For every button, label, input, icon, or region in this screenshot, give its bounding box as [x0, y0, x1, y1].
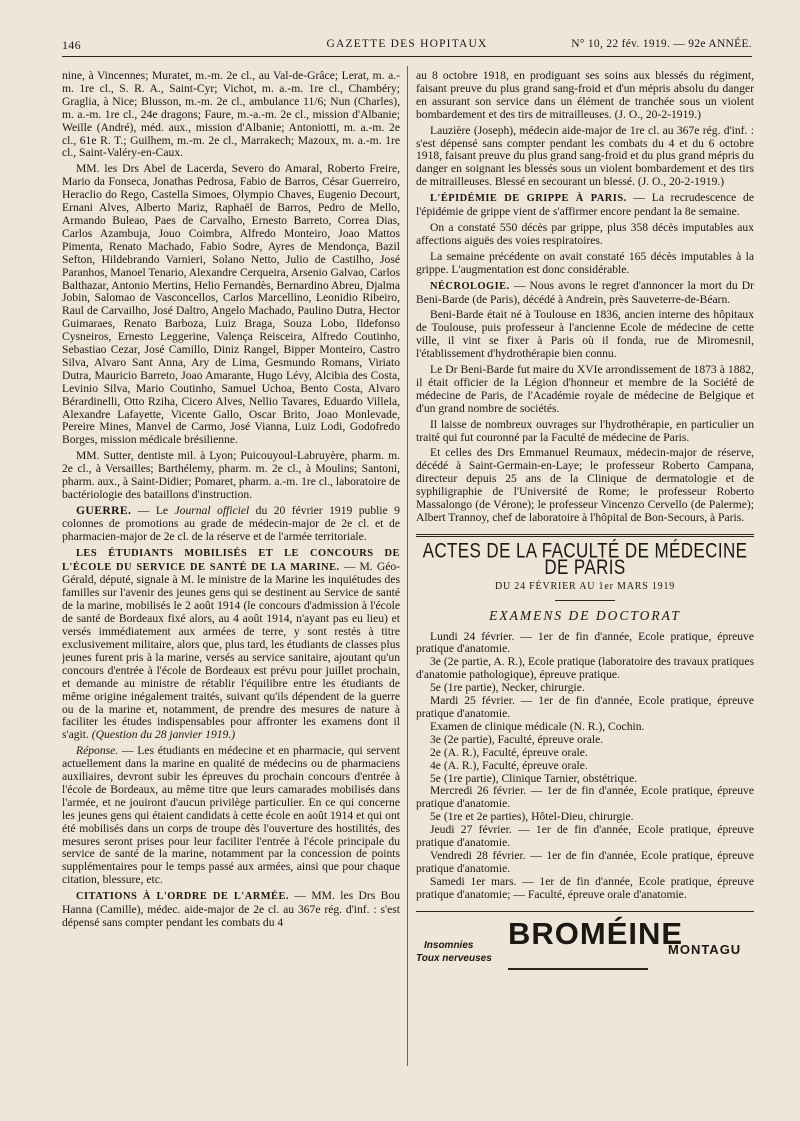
reponse-paragraph — [62, 745, 400, 887]
journal-ref: Journal officiel — [174, 503, 250, 517]
paragraph: MM. les Drs Abel de Lacerda, Severo do Amaral, Roberto Freire, Mario da Fonseca, Jonathas Pedrosa, Fabio de Barros, César Guerreiro, Heraclio do Rego, Castella Simoes, Olympio Chaves, Eugenio Decourt, Ernani Alves, Alberto Mariz, Raphaël de Barros, Pedro de Mello, Armando Buleao, Paes de Carvalho, Ernesto Barreto, Correa Dias, Carlos Azambuja, Jouo Coimbra, Alfredo Monteiro, Joao Mattos Pimenta, Renato Machado, Fabio Sodre, Ayres de Mendonça, Bazil Sefton, Hildebrando Varnieri, Solano Netto, Julio de Castilho, José Paranhos, Manoel Tenario, Alexandre Cerqueira, Arsenio Galvao, Carlos Balthazar, Antonio Mertins, Helio Fernandès, Bernardino Abreu, Djalma Jobin, Salomao de Vasconcellos, Carlos Marcellino, Leonidio Ribeiro, Raul de Carvailho, José Daltro, Angelo Machado, Paulino Dutra, Hector Guimaraes, Renato Barboza, Luiz Braga, Souza Lobo, Ildefonso Cysneiros, Ernesto Leggerine, Valença Reisceira, Alfredo Coutinho, Sebastiao Cezar, José Camillo, Diniz Rangel, Bipper Monteiro, Castro Silva, Alvaro Sant Anna, Ary de Lima, Gesmundo Romans, Viriato Dutra, Mauricio Barreto, Joao Amarante, Hugo Lévy, Alcibia des Costa, Levinio Silva, Mario Coutinho, Samuel Uchoa, Bento Costa, Alvaro Bérardinelli, Otto Rziha, Cicero Alves, Nellio Tavares, Eduardo Villela, Alexandre Lafayette, Vicente Gallo, Oscar Brito, Joao Monlevade, Pereire Mines, Manvel de Carmo, José Vianna, Luiz Lodi, Godofredo Borges, mission médicale brésilienne. — [62, 162, 400, 447]
exam-list — [416, 631, 754, 902]
exam-entry: 3e (2e partie), Faculté, épreuve orale. — [430, 732, 604, 746]
paragraph: MM. Sutter, dentiste mil. à Lyon; Puicouyoul-Labruyère, pharm. m. 2e cl., à Versailles; Barthélemy, pharm. m. 2e cl., à Moulins; Santoni, pharm. aux., à Saint-Didier; Pomaret, pharm. a.-m. 1re cl., laboratoire de bactériologie des bataillons d'instruction. — [62, 449, 400, 501]
exam-entry: Mardi 25 février. — 1er de fin d'année, Ecole pratique, épreuve pratique d'anatomie. — [416, 694, 754, 720]
exam-entry: Examen de clinique médicale (N. R.), Cochin. — [430, 719, 645, 733]
paragraph: nine, à Vincennes; Muratet, m.-m. 2e cl., au Val-de-Grâce; Lerat, m. a.-m. 1re cl., S. R. A., Saint-Cyr; Vichot, m. a.-m. 1re cl., Chambéry; Graglia, à Nice; Blusson, m.-m. 2e cl., ambulance 11/6; Nun (Charles), m. a.-m. 1re cl., 24e dragons; Faure, m.-a.-m. 2e cl., mission d'Albanie; Weille (André), méd. aux., mission d'Albanie; Antoniotti, m. a.-m. 2e cl., 61e R. T.; Guilhem, m.-m. 2e cl., Marrakech; Mazoux, m. a.-m. 1re cl., Saint-Valéry-en-Caux. — [62, 70, 400, 160]
exam-entry: 5e (1re partie), Necker, chirurgie. — [430, 681, 585, 695]
guerre-article — [62, 505, 400, 544]
grippe-article — [416, 192, 754, 219]
ad-rule — [416, 911, 754, 912]
paragraph: au 8 octobre 1918, en prodiguant ses soins aux blessés du régiment, faisant preuve du plus grand sang-froid et d'un mépris absolu du danger en assurant son service dans un élément de tranchée sous un violent bombardement et des tirs de mitrailleuses. (J. O., 20-2-1919.) — [416, 70, 754, 121]
paragraph: Et celles des Drs Emmanuel Reumaux, médecin-major de réserve, décédé à Saint-Germain-en-Laye; le professeur Roberto Campana, directeur depuis 25 ans de la Clinique de dermatologie et de syphiligraphie de l'Université de Rome; le professeur Roberto Massalongo (de Vérone); le professeur Vincenzo Cervello (de Palerme); Albert Trannoy, chef de laboratoire à l'hôpital de Bon-Secours, à Paris. — [416, 446, 754, 524]
section-heading: NÉCROLOGIE. — [430, 280, 510, 292]
paragraph: La semaine précédente on avait constaté 165 décès imputables à la grippe. L'augmentation est donc considérable. — [416, 249, 754, 276]
advertisement — [416, 915, 754, 984]
exam-entry: 2e (A. R.), Faculté, épreuve orale. — [430, 745, 588, 759]
paragraph: Il laisse de nombreux ouvrages sur l'hydrothérapie, en particulier un traité qui fut couronné par la Faculté de médecine de Paris. — [416, 417, 754, 444]
column-divider — [407, 66, 408, 1066]
text: — Nous avons le regret d'annoncer la mort du Dr Beni-Barde (de Paris), décédé à Andrein, près Sauveterre-de-Béarn. — [416, 278, 754, 306]
exam-entry: Mercredi 26 février. — 1er de fin d'année, Ecole pratique, épreuve pratique d'anatomie. — [416, 784, 754, 811]
section-heading: CITATIONS À L'ORDRE DE L'ARMÉE. — [76, 891, 289, 903]
exam-entry: Vendredi 28 février. — 1er de fin d'année, Ecole pratique, épreuve pratique d'anatomie. — [416, 848, 754, 875]
exam-entry: Samedi 1er mars. — 1er de fin d'année, Ecole pratique, épreuve pratique d'anatomie; — Faculté, épreuve orale d'anatomie. — [416, 874, 754, 901]
right-column — [416, 70, 754, 1080]
journal-title: GAZETTE DES HOPITAUX — [326, 38, 488, 50]
text: — M. Géo-Gérald, député, signale à M. le ministre de la Marine les inquiétudes des familles sur l'avenir des jeunes gens qui se destinent au Service de santé de la marine, mobilisés le 2 août 1914 (le concours d'admission à l'école de santé de Bordeaux fixé alors, au 4 août 1914, n'ayant pas eu lieu) et versés immédiatement aux armées de terre, y sont restés à titre exclusivement militaire, alors que, plus tard, les étudiants de classes plus jeunes furent pris à la marine, versés au service sanitaire, ajoutant qu'un concours d'entrée à l'école de Bordeaux est prévu pour juillet prochain, et demande au ministre de rétablir l'équilibre entre les étudiants de même origine inégalement traités, suivant qu'ils dépendent de la guerre ou de la marine et, notamment, de prendre des mesures de nature à faciliter les études indispensables pour affronter les examens dont il s'agit. — [62, 559, 400, 742]
text: — Les étudiants en médecine et en pharmacie, qui servent actuellement dans la marine en qualité de médecins ou de pharmaciens auxiliaires, devront subir les épreuves du prochain concours d'entrée à l'école de Bordeaux, au même titre que leurs camarades mobilisés dans l'armée, et ne jouiront d'aucun privilège particulier. En ce qui concerne les jeunes gens qui étaient candidats à cette école en août 1914 et qui ont été mobilisés dans un corps de troupe dès l'ouverture des hostilités, des mesures seront prises pour leur faciliter l'entrée à l'école principale du service de santé de la marine, notamment par la concession de points supplémentaires pour le temps passé aux armées, ainsi que pour chaque citation, blessure, etc. — [62, 744, 400, 887]
paragraph: Le Dr Beni-Barde fut maire du XVIe arrondissement de 1873 à 1882, il était officier de la Légion d'honneur et membre de la Société de médecine de Paris, de l'Académie royale de médecine de Belgique et d'un grand nombre de sociétés. — [416, 363, 754, 415]
section-heading: LES ÉTUDIANTS MOBILISÉS ET LE CONCOURS DE L'ÉCOLE DU SERVICE DE SANTÉ DE LA MARINE. — [62, 547, 400, 573]
page-header — [62, 34, 752, 56]
exam-title: EXAMENS DE DOCTORAT — [489, 607, 681, 623]
actes-title: ACTES DE LA FACULTÉ DE MÉDECINE DE PARIS — [422, 538, 748, 579]
reponse-label: Réponse. — [76, 744, 119, 758]
left-column — [62, 70, 400, 1080]
question-ref: (Question du 28 janvier 1919.) — [91, 728, 236, 742]
ad-decoration — [508, 968, 648, 970]
header-rule — [62, 56, 752, 57]
ad-maker: MONTAGU — [668, 941, 742, 957]
text: — MM. les Drs Bou Hanna (Camille), médec. aide-major de 2e cl. au 367e rég. d'inf. : s'est dépensé sans compter pendant les combats du 4 — [62, 889, 400, 929]
section-rule — [416, 534, 754, 537]
paragraph: Lauzière (Joseph), médecin aide-major de 1re cl. au 367e rég. d'inf. : s'est dépensé sans compter pendant les combats du 4 et du 6 octobre 1918, faisant preuve du plus grand sang-froid et du plus grand mépris du danger en soignant les blessés sous un violent bombardement et des tirs de mitrailleuses. Blessé en secourant un blessé. (J. O., 20-2-1919.) — [416, 123, 754, 189]
paragraph: On a constaté 550 décès par grippe, plus 358 décès imputables aux affections aiguës des voies respiratoires. — [416, 220, 754, 247]
exam-entry: 4e (A. R.), Faculté, épreuve orale. — [430, 758, 588, 772]
paragraph: Beni-Barde était né à Toulouse en 1836, ancien interne des hôpitaux de Toulouse, puis professeur à l'ancienne Ecole de médecine de cette ville, il vint se fixer à Paris où il fonda, rue de Miromesnil, l'établissement d'hydrothérapie bien connu. — [416, 308, 754, 361]
exam-entry: Lundi 24 février. — 1er de fin d'année, Ecole pratique, épreuve pratique d'anatomie. — [416, 629, 754, 656]
actes-date: DU 24 FÉVRIER AU 1er MARS 1919 — [494, 580, 676, 592]
section-heading: GUERRE. — [76, 503, 132, 517]
short-rule — [555, 600, 615, 601]
etudiants-article — [62, 547, 400, 743]
exam-entry: 5e (1re et 2e parties), Hôtel-Dieu, chirurgie. — [430, 810, 634, 824]
ad-brand: BROMÉINE — [508, 915, 684, 951]
exam-entry: 3e (2e partie, A. R.), Ecole pratique (laboratoire des travaux pratiques d'anatomie pathologique), épreuve pratique. — [416, 655, 754, 682]
citations-article — [62, 890, 400, 930]
exam-entry: Jeudi 27 février. — 1er de fin d'année, Ecole pratique, épreuve pratique d'anatomie. — [416, 823, 754, 850]
ad-line-2: Toux nerveuses — [416, 952, 492, 964]
issue-info: N° 10, 22 fév. 1919. — 92e ANNÉE. — [571, 38, 752, 50]
ad-line-1: Insomnies — [424, 939, 474, 951]
exam-entry: 5e (1re partie), Clinique Tarnier, obstétrique. — [430, 771, 638, 785]
page-number: 146 — [62, 38, 81, 52]
text: du 20 février 1919 publie 9 colonnes de promotions au grade de médecin-major de 2e cl. et de pharmacien-major de 2e cl. de la réserve et de l'armée territoriale. — [62, 503, 400, 543]
necrologie-article — [416, 280, 754, 307]
text: — La recrudescence de l'épidémie de grippe vient de s'affirmer encore pendant la 8e semaine. — [416, 191, 754, 219]
text: — Le — [131, 503, 175, 517]
section-heading: L'ÉPIDÉMIE DE GRIPPE À PARIS. — [430, 193, 627, 205]
